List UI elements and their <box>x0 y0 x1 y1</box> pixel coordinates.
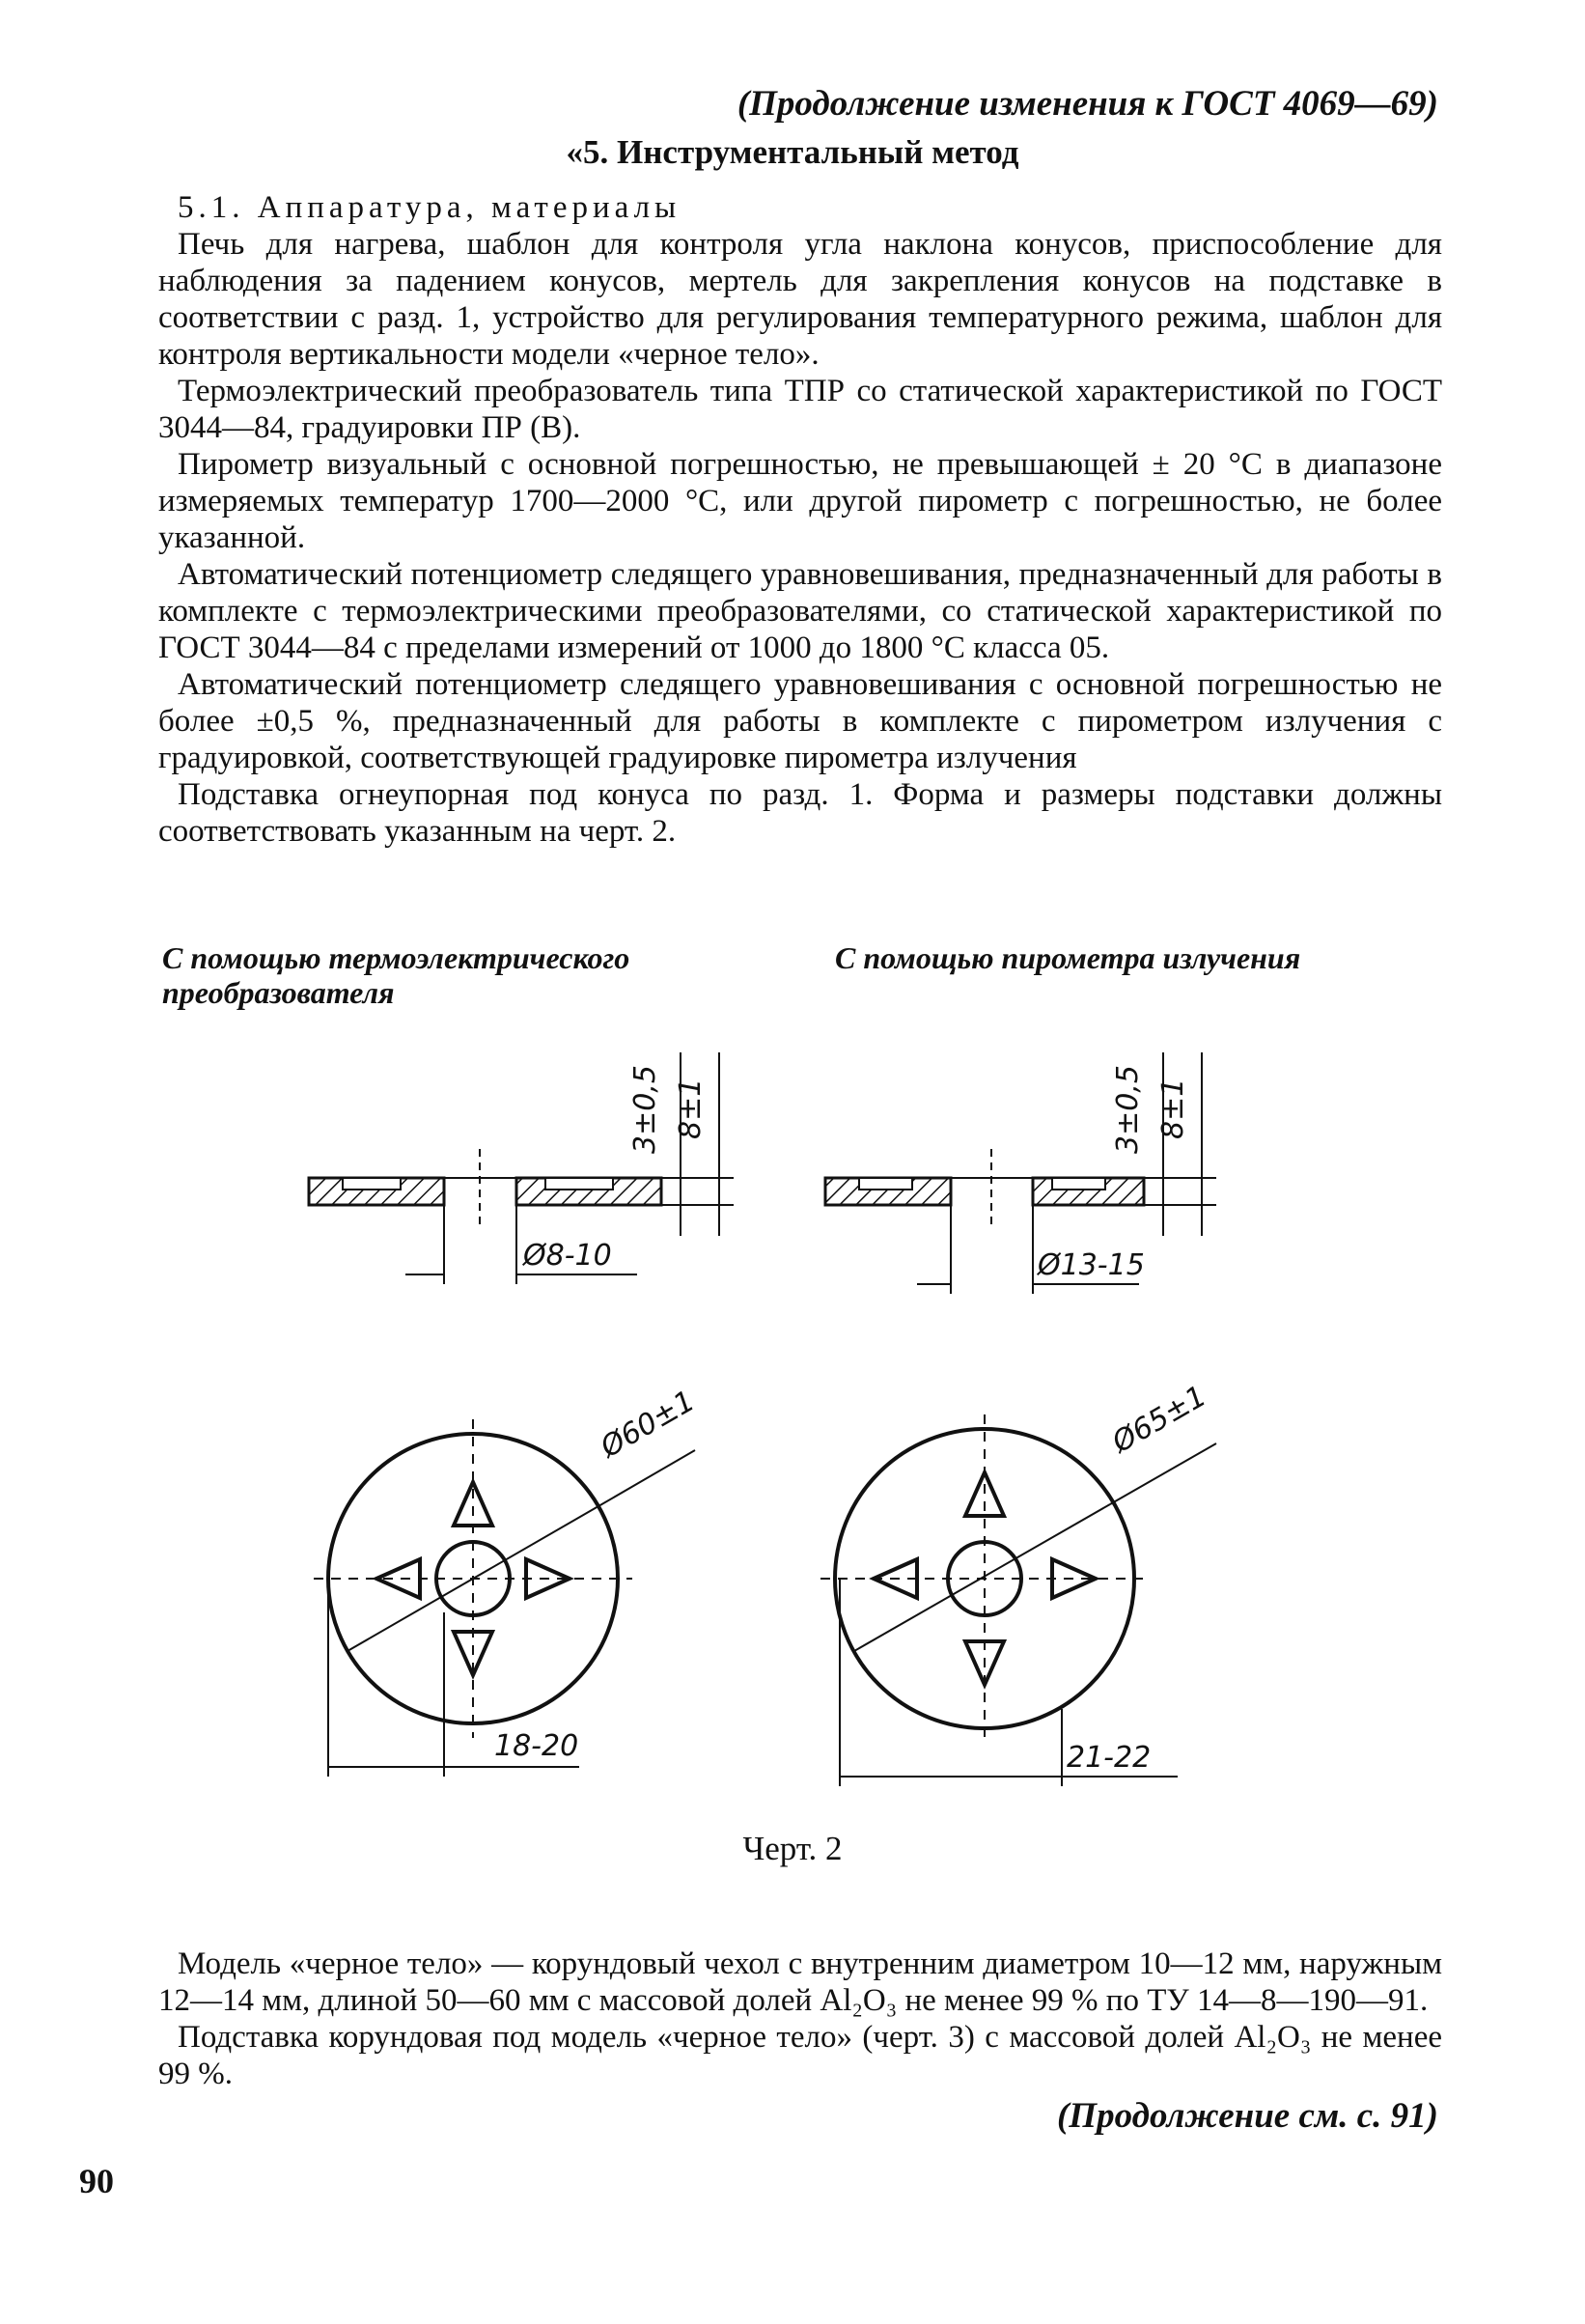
continuation-header: (Продолжение изменения к ГОСТ 4069—69) <box>737 84 1438 124</box>
right-section-view <box>825 1052 1216 1294</box>
figure-caption-left: С помощью термоэлектрического преобразователя <box>162 940 630 1010</box>
right-plan-view <box>820 1380 1216 1786</box>
left-plan-view <box>314 1385 701 1777</box>
paragraph: Автоматический потенциометр следящего уравновешивания с основной погрешностью не более ±0,5 %, предназначенный для работы в комплекте с пирометром излучения с градуировкой, соответствующей градуировке пирометра излучения <box>158 667 1442 775</box>
paragraph: Подставка огнеупорная под конуса по разд. 1. Форма и размеры подставки должны соответствовать указанным на черт. 2. <box>158 777 1442 849</box>
left-hole-dim: Ø8-10 <box>523 1239 612 1273</box>
section-title: «5. Инструментальный метод <box>566 133 1019 171</box>
right-hole-dim: Ø13-15 <box>1038 1248 1145 1282</box>
paragraph: Модель «черное тело» — корундовый чехол с внутренним диаметром 10—12 мм, наружным 12—14 мм, длиной 50—60 мм с массовой долей Al₂O₃ не менее 99 % по ТУ 14—8—190—91. <box>158 1946 1442 2018</box>
right-offset-dim: 21-22 <box>1067 1741 1152 1775</box>
figure-label: Черт. 2 <box>742 1830 843 1867</box>
paragraph: Печь для нагрева, шаблон для контроля угла наклона конусов, приспособление для наблюдения за падением конусов, мертель для закрепления конусов на подставке в соответствии с разд. 1, устройство для регулирования температурного режима, шаблон для контроля вертикальности модели «черное тело». <box>158 227 1442 372</box>
subsection-heading: 5.1. Аппаратура, материалы <box>178 190 681 225</box>
left-thickness-dim: 3±0,5 <box>628 1065 662 1154</box>
body-text-bottom <box>158 1946 1442 2092</box>
paragraph: Пирометр визуальный с основной погрешностью, не превышающей ± 20 °С в диапазоне измеряемых температур 1700—2000 °С, или другой пирометр с погрешностью, не более указанной. <box>158 447 1442 555</box>
body-text-top <box>158 189 1442 850</box>
left-height-dim: 8±1 <box>674 1078 708 1139</box>
paragraph: Подставка корундовая под модель «черное тело» (черт. 3) с массовой долей Al₂O₃ не менее 99 %. <box>158 2020 1442 2091</box>
figure-caption-right: С помощью пирометра излучения <box>835 940 1301 975</box>
continuation-footer: (Продолжение см. с. 91) <box>1056 2096 1438 2136</box>
drawing-figure-2 <box>290 1033 1255 1825</box>
paragraph: Автоматический потенциометр следящего уравновешивания, предназначенный для работы в комплекте с термоэлектрическими преобразователями, со статической характеристикой по ГОСТ 3044—84 с пределами измерений от 1000 до 1800 °С класса 05. <box>158 557 1442 665</box>
page-number: 90 <box>79 2162 114 2200</box>
left-offset-dim: 18-20 <box>494 1729 579 1763</box>
left-diameter-dim: Ø60±1 <box>595 1384 701 1465</box>
right-thickness-dim: 3±0,5 <box>1111 1065 1145 1154</box>
right-diameter-dim: Ø65±1 <box>1106 1379 1212 1460</box>
left-section-view <box>309 1052 734 1284</box>
technical-drawing <box>290 1033 1255 1825</box>
right-height-dim: 8±1 <box>1156 1078 1190 1139</box>
paragraph: Термоэлектрический преобразователь типа ТПР со статической характеристикой по ГОСТ 3044—84, градуировки ПР (В). <box>158 374 1442 445</box>
